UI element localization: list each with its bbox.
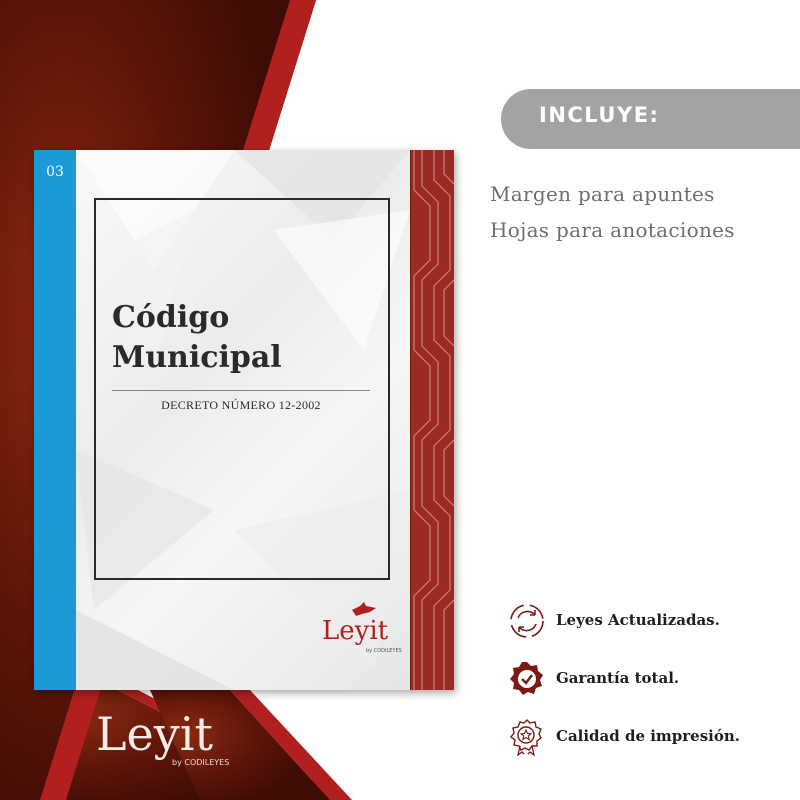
book-logo-text: Leyit [322,616,389,646]
book-cover [34,150,454,690]
feature-label: Leyes Actualizadas. [556,611,720,629]
includes-list [490,176,735,248]
book-title-line2: Municipal [112,340,282,375]
book-title-rule [112,390,370,391]
book-title [112,298,282,378]
award-star-icon [508,718,546,756]
include-item: Margen para apuntes [490,182,715,206]
brand-name: Leyit [96,707,213,761]
brand-logo [96,706,230,767]
book-logo [322,602,402,658]
feature-label: Garantía total. [556,669,680,687]
includes-heading: INCLUYE: [539,103,660,127]
book-title-line1: Código [112,300,230,335]
includes-heading-pill [501,89,800,149]
feature-label: Calidad de impresión. [556,727,741,745]
book-subtitle: DECRETO NÚMERO 12-2002 [161,398,321,412]
book-number: 03 [46,164,64,180]
include-item: Hojas para anotaciones [490,218,735,242]
refresh-icon [508,602,546,640]
book-blue-spine [34,150,76,690]
book-logo-sub: by CODILEYES [366,648,402,654]
check-badge-icon [508,660,546,698]
brand-sub: by CODILEYES [172,758,230,767]
book-red-pattern [410,150,454,690]
fox-icon [352,602,376,616]
book-frame [94,198,390,580]
